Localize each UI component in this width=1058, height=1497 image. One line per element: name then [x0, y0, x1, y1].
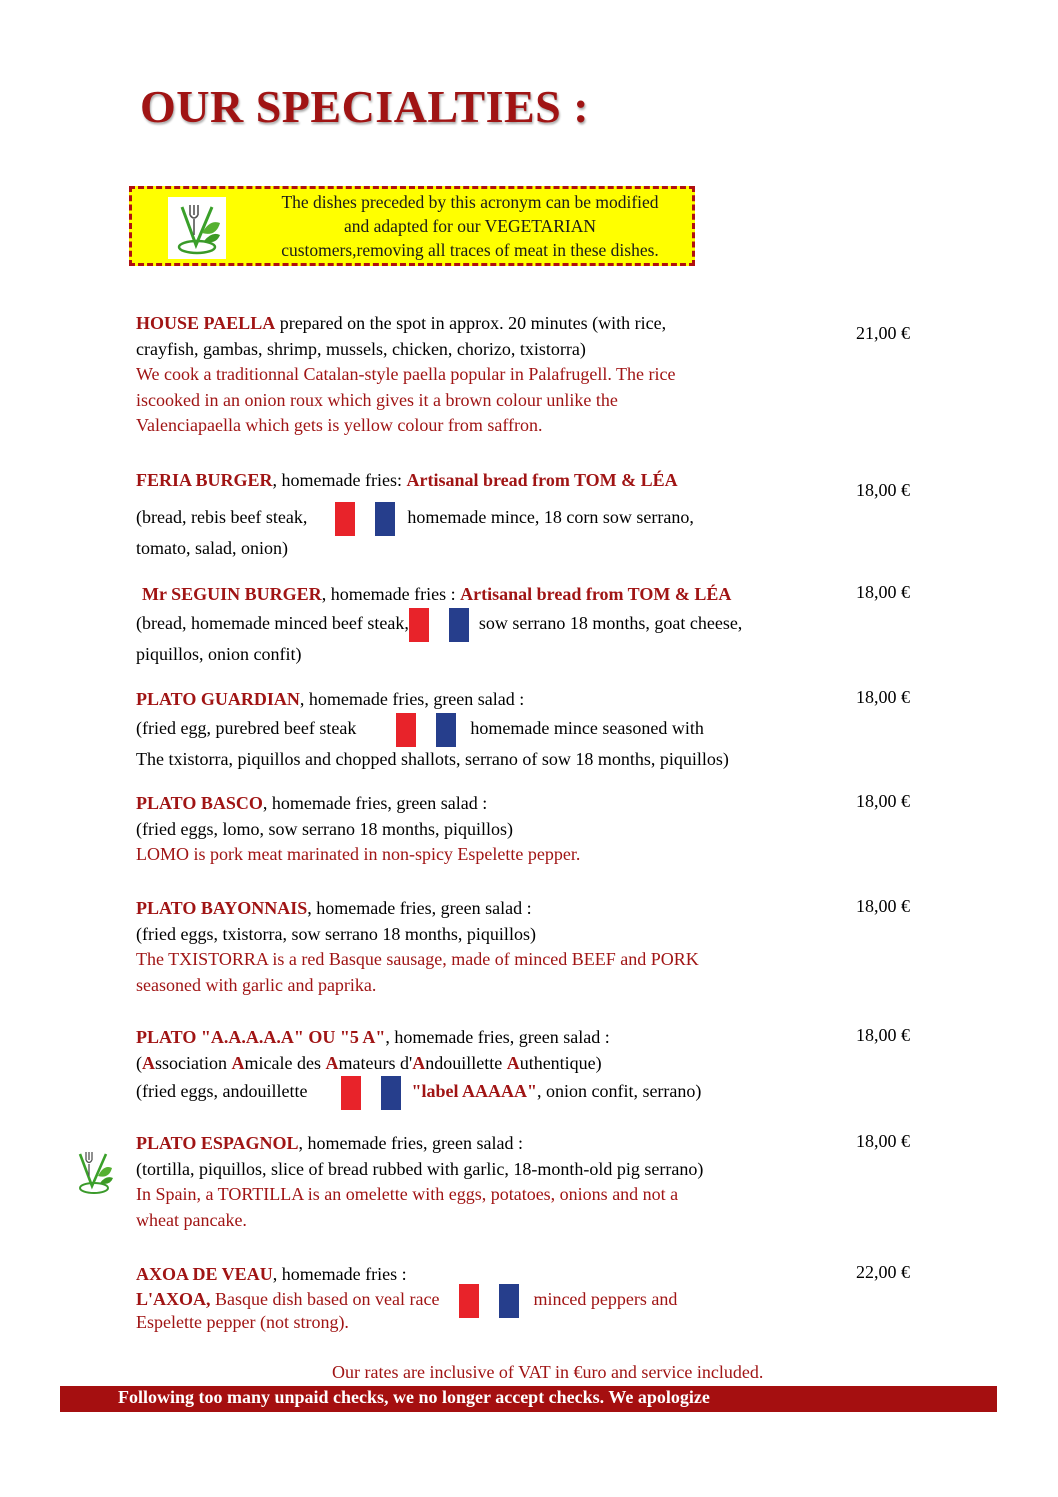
dish-ingredients: homemade mince, 18 corn sow serrano,: [407, 506, 694, 527]
checks-notice-banner: Following too many unpaid checks, we no longer accept checks. We apologize: [60, 1386, 997, 1412]
dish-note: Espelette pepper (not strong).: [136, 1311, 349, 1332]
dish-description: , homemade fries :: [272, 1264, 407, 1284]
dish-ingredients: sow serrano 18 months, goat cheese,: [478, 612, 743, 633]
dish-name: PLATO ESPAGNOL: [136, 1133, 299, 1153]
dish-description: , homemade fries :: [321, 584, 461, 604]
dish-name: PLATO BASCO: [136, 793, 263, 813]
dish-note: LOMO is pork meat marinated in non-spicy Espelette pepper.: [136, 844, 581, 864]
dish-ingredients: tomato, salad, onion): [136, 537, 288, 558]
dish-note: In Spain, a TORTILLA is an omelette with eggs, potatoes, onions and not a: [136, 1184, 679, 1204]
dish-price: 18,00 €: [856, 1025, 910, 1045]
dish-price: 18,00 €: [856, 582, 910, 602]
dish-ingredients: The txistorra, piquillos and chopped shallots, serrano of sow 18 months, piquillos): [136, 748, 729, 769]
dish-ingredients: piquillos, onion confit): [136, 643, 302, 664]
vegetarian-v-fork-leaf-icon: [72, 1146, 116, 1198]
menu-item-plato-bayonnais: [136, 896, 856, 998]
dish-ingredients: crayfish, gambas, shrimp, mussels, chicken, chorizo, txistorra): [136, 338, 586, 359]
vegetarian-note-line: and adapted for our VEGETARIAN: [344, 216, 596, 236]
dish-name: PLATO GUARDIAN: [136, 689, 300, 709]
initial-letter: A: [325, 1052, 339, 1073]
vegetarian-note-box: [129, 186, 695, 266]
dish-price: 18,00 €: [856, 480, 910, 500]
dish-ingredients: (bread, rebis beef steak,: [136, 506, 308, 527]
dish-price: 22,00 €: [856, 1262, 910, 1282]
dish-description: , homemade fries:: [272, 470, 407, 490]
dish-note: Valenciapaella which gets is yellow colour from saffron.: [136, 415, 543, 435]
dish-name: PLATO BAYONNAIS: [136, 898, 308, 918]
vegetarian-v-fork-leaf-icon: [168, 197, 226, 259]
dish-label: "label AAAAA": [411, 1081, 537, 1102]
menu-item-feria-burger: [136, 468, 856, 561]
page-title: OUR SPECIALTIES :: [140, 81, 590, 132]
dish-description: , homemade fries, green salad :: [298, 1133, 523, 1153]
dish-ingredients: (fried eggs, lomo, sow serrano 18 months, piquillos): [136, 818, 513, 839]
menu-item-plato-espagnol: [136, 1131, 856, 1233]
vat-note: Our rates are inclusive of VAT in €uro and service included.: [332, 1362, 764, 1382]
dish-note: seasoned with garlic and paprika.: [136, 974, 377, 995]
dish-ingredients: (fried egg, purebred beef steak: [136, 717, 357, 738]
dish-note: wheat pancake.: [136, 1209, 247, 1230]
assoc-word: ssociation: [155, 1052, 232, 1073]
vegetarian-note-line: The dishes preceded by this acronym can be modified: [281, 192, 659, 212]
assoc-word: micale des: [244, 1052, 326, 1073]
dish-price: 18,00 €: [856, 896, 910, 916]
dish-ingredients: (fried eggs, andouillette: [136, 1081, 308, 1102]
dish-note: Basque dish based on veal race: [210, 1288, 440, 1309]
menu-item-axoa-de-veau: [136, 1262, 856, 1335]
assoc-word: ndouillette: [425, 1052, 507, 1073]
menu-item-plato-guardian: [136, 687, 856, 772]
dish-note: We cook a traditionnal Catalan-style paella popular in Palafrugell. The rice: [136, 364, 676, 384]
dish-ingredients: homemade mince seasoned with: [470, 717, 704, 738]
vegetarian-note-line: customers,removing all traces of meat in these dishes.: [281, 240, 659, 260]
dish-name: Mr SEGUIN BURGER: [142, 584, 322, 604]
french-flag-icon: [341, 1076, 401, 1110]
dish-note: minced peppers and: [533, 1288, 678, 1309]
initial-letter: A: [231, 1052, 245, 1073]
vegetarian-note-text: [240, 190, 700, 262]
dish-name: FERIA BURGER: [136, 470, 273, 490]
menu-item-plato-aaaaa: [136, 1025, 856, 1110]
dish-ingredients: (fried eggs, txistorra, sow serrano 18 months, piquillos): [136, 923, 536, 944]
dish-description: , homemade fries, green salad :: [262, 793, 488, 813]
dish-ingredients: (tortilla, piquillos, slice of bread rubbed with garlic, 18-month-old pig serrano): [136, 1158, 704, 1179]
dish-description: , homemade fries, green salad :: [385, 1027, 610, 1047]
french-flag-icon: [409, 608, 469, 642]
dish-description: , homemade fries, green salad :: [307, 898, 532, 918]
initial-letter: A: [412, 1052, 426, 1073]
dish-bread-note: Artisanal bread from TOM & LÉA: [406, 470, 678, 490]
dish-name: PLATO "A.A.A.A.A" OU "5 A": [136, 1027, 386, 1047]
menu-item-plato-basco: [136, 791, 856, 868]
dish-association: (Association Amicale des Amateurs d'Andouillette Authentique): [136, 1052, 602, 1073]
dish-description: , homemade fries, green salad :: [299, 689, 525, 709]
dish-name: L'AXOA,: [136, 1288, 211, 1309]
dish-price: 18,00 €: [856, 687, 910, 707]
dish-price: 18,00 €: [856, 1131, 910, 1151]
dish-price: 18,00 €: [856, 791, 910, 811]
menu-item-house-paella: [136, 311, 856, 439]
dish-price: 21,00 €: [856, 323, 910, 343]
dish-name: HOUSE PAELLA: [136, 313, 276, 333]
dish-ingredients: (bread, homemade minced beef steak,: [136, 612, 409, 633]
dish-bread-note: Artisanal bread from TOM & LÉA: [460, 584, 732, 604]
initial-letter: A: [506, 1052, 520, 1073]
assoc-word: mateurs d': [338, 1052, 413, 1073]
dish-description: prepared on the spot in approx. 20 minutes (with rice,: [275, 313, 667, 333]
assoc-word: uthentique): [519, 1052, 602, 1073]
dish-ingredients: , onion confit, serrano): [536, 1081, 702, 1102]
initial-letter: A: [142, 1052, 155, 1073]
menu-item-mr-seguin-burger: [136, 582, 856, 667]
french-flag-icon: [396, 713, 456, 747]
dish-note: iscooked in an onion roux which gives it a brown colour unlike the: [136, 389, 618, 410]
french-flag-icon: [335, 502, 395, 536]
dish-name: AXOA DE VEAU: [136, 1264, 273, 1284]
dish-note: The TXISTORRA is a red Basque sausage, made of minced BEEF and PORK: [136, 949, 699, 969]
